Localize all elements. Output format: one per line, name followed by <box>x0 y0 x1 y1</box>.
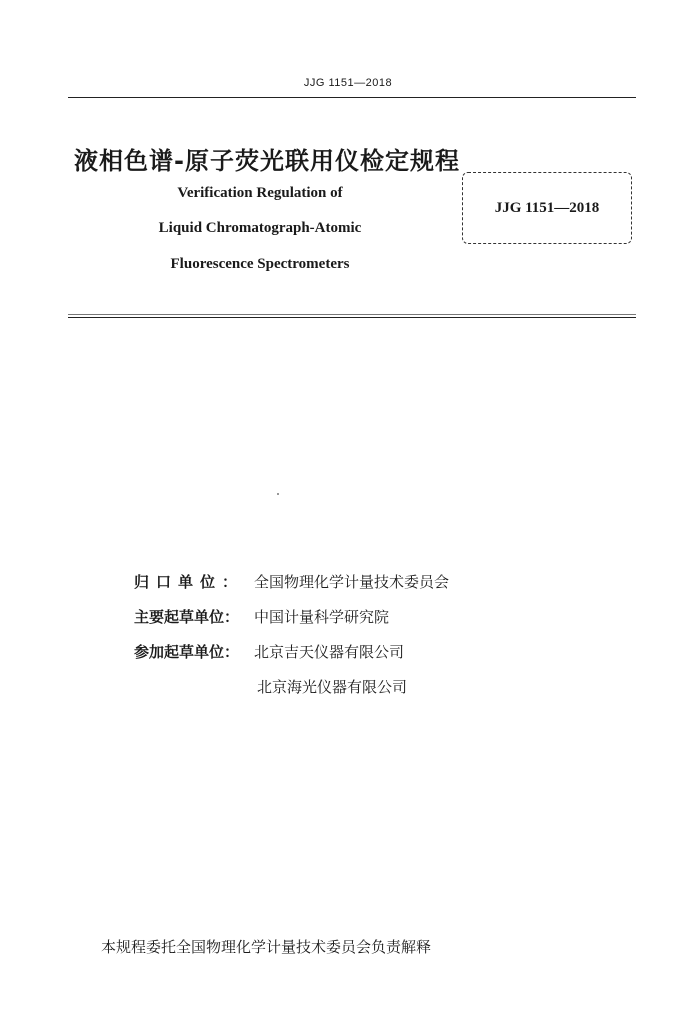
drafting-unit-label: 主要起草单位： <box>134 608 240 626</box>
english-title-line-3: Fluorescence Spectrometers <box>170 256 350 272</box>
header-divider <box>68 97 636 98</box>
standard-code-text: JJG 1151—2018 <box>494 199 600 216</box>
participating-unit-row-2 <box>257 676 407 697</box>
scan-speck <box>277 493 279 495</box>
participating-unit-value-1: 北京吉天仪器有限公司 <box>254 643 405 661</box>
participating-unit-row <box>134 641 404 662</box>
drafting-unit-row <box>134 606 389 627</box>
english-title-line-2: Liquid Chromatograph-Atomic <box>158 220 362 236</box>
title-divider-thin <box>68 314 636 315</box>
responsible-unit-label: 归口单位： <box>134 573 245 591</box>
chinese-title: 液相色谱-原子荧光联用仪检定规程 <box>74 147 460 175</box>
responsible-unit-row <box>134 571 449 592</box>
header-standard-code: JJG 1151—2018 <box>303 77 393 89</box>
english-title-line-1: Verification Regulation of <box>177 185 343 201</box>
participating-unit-value-2: 北京海光仪器有限公司 <box>257 678 408 696</box>
drafting-unit-value: 中国计量科学研究院 <box>254 608 390 626</box>
participating-unit-label: 参加起草单位： <box>134 643 240 661</box>
responsible-unit-value: 全国物理化学计量技术委员会 <box>254 573 450 591</box>
interpretation-note: 本规程委托全国物理化学计量技术委员会负责解释 <box>101 938 432 956</box>
title-divider <box>68 317 636 318</box>
standard-code-box <box>462 172 632 244</box>
